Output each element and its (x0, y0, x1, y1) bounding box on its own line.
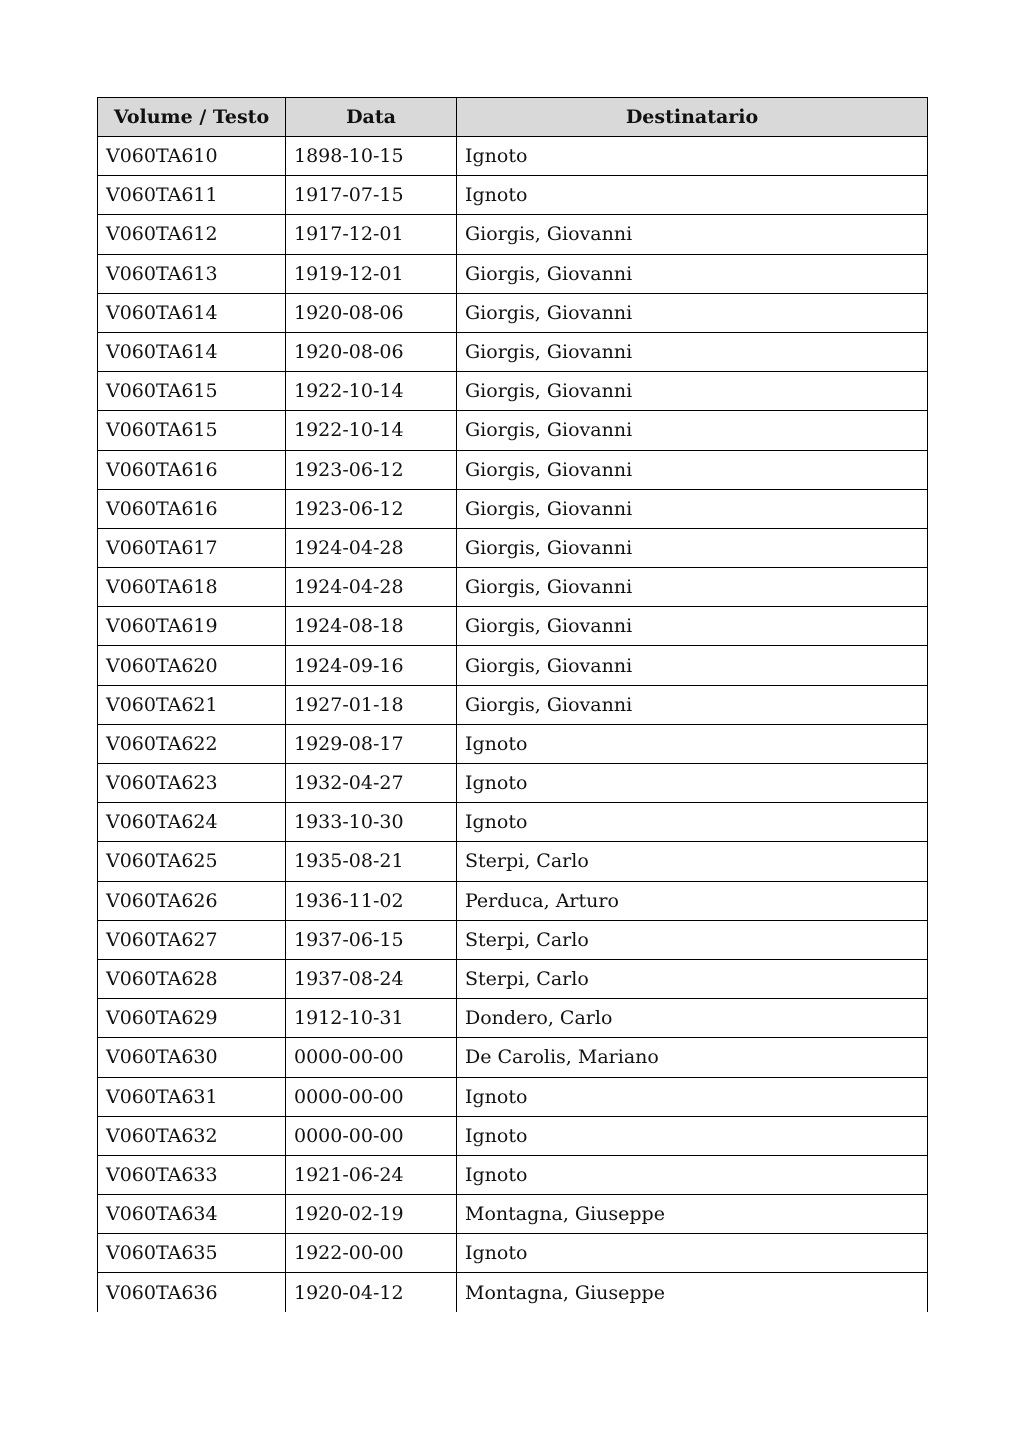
cell-data: 1935-08-21 (286, 842, 457, 881)
table-body (98, 137, 928, 1313)
cell-volume-testo: V060TA614 (98, 332, 286, 371)
table-row (98, 215, 928, 254)
cell-destinatario: Ignoto (457, 1234, 928, 1273)
cell-data: 1920-02-19 (286, 1195, 457, 1234)
cell-destinatario: Giorgis, Giovanni (457, 607, 928, 646)
cell-volume-testo: V060TA619 (98, 607, 286, 646)
table-row (98, 372, 928, 411)
cell-volume-testo: V060TA610 (98, 137, 286, 176)
cell-data: 1936-11-02 (286, 881, 457, 920)
cell-destinatario: Giorgis, Giovanni (457, 215, 928, 254)
cell-destinatario: Sterpi, Carlo (457, 842, 928, 881)
cell-volume-testo: V060TA636 (98, 1273, 286, 1312)
cell-data: 1922-10-14 (286, 372, 457, 411)
cell-data: 1919-12-01 (286, 254, 457, 293)
table-row (98, 764, 928, 803)
table-row (98, 1273, 928, 1312)
cell-data: 1920-08-06 (286, 332, 457, 371)
cell-data: 1921-06-24 (286, 1155, 457, 1194)
cell-destinatario: Ignoto (457, 1155, 928, 1194)
cell-data: 1929-08-17 (286, 724, 457, 763)
cell-destinatario: Giorgis, Giovanni (457, 489, 928, 528)
cell-destinatario: Giorgis, Giovanni (457, 646, 928, 685)
cell-volume-testo: V060TA622 (98, 724, 286, 763)
cell-volume-testo: V060TA625 (98, 842, 286, 881)
cell-destinatario: Ignoto (457, 764, 928, 803)
cell-data: 1912-10-31 (286, 999, 457, 1038)
cell-destinatario: Giorgis, Giovanni (457, 332, 928, 371)
cell-destinatario: Ignoto (457, 803, 928, 842)
cell-destinatario: Giorgis, Giovanni (457, 528, 928, 567)
cell-data: 0000-00-00 (286, 1116, 457, 1155)
table-row (98, 803, 928, 842)
table-row (98, 568, 928, 607)
cell-volume-testo: V060TA615 (98, 411, 286, 450)
cell-volume-testo: V060TA616 (98, 450, 286, 489)
cell-data: 1922-00-00 (286, 1234, 457, 1273)
table-row (98, 1195, 928, 1234)
table-row (98, 1116, 928, 1155)
cell-volume-testo: V060TA633 (98, 1155, 286, 1194)
table-row (98, 724, 928, 763)
cell-data: 1917-12-01 (286, 215, 457, 254)
cell-data: 1932-04-27 (286, 764, 457, 803)
cell-destinatario: Giorgis, Giovanni (457, 685, 928, 724)
cell-volume-testo: V060TA632 (98, 1116, 286, 1155)
table-row (98, 881, 928, 920)
cell-volume-testo: V060TA626 (98, 881, 286, 920)
column-header-destinatario: Destinatario (457, 98, 928, 137)
table-row (98, 411, 928, 450)
cell-destinatario: Ignoto (457, 1077, 928, 1116)
cell-volume-testo: V060TA627 (98, 920, 286, 959)
table-row (98, 1234, 928, 1273)
table-row (98, 959, 928, 998)
cell-destinatario: Ignoto (457, 137, 928, 176)
table-row (98, 1155, 928, 1194)
cell-data: 1933-10-30 (286, 803, 457, 842)
table-row (98, 920, 928, 959)
cell-volume-testo: V060TA613 (98, 254, 286, 293)
cell-destinatario: Giorgis, Giovanni (457, 254, 928, 293)
cell-destinatario: De Carolis, Mariano (457, 1038, 928, 1077)
cell-volume-testo: V060TA615 (98, 372, 286, 411)
cell-destinatario: Perduca, Arturo (457, 881, 928, 920)
cell-destinatario: Giorgis, Giovanni (457, 568, 928, 607)
cell-data: 1923-06-12 (286, 489, 457, 528)
table-row (98, 685, 928, 724)
table-header (98, 98, 928, 137)
table-row (98, 254, 928, 293)
cell-destinatario: Ignoto (457, 1116, 928, 1155)
table-row (98, 646, 928, 685)
cell-data: 0000-00-00 (286, 1038, 457, 1077)
cell-destinatario: Dondero, Carlo (457, 999, 928, 1038)
cell-destinatario: Ignoto (457, 724, 928, 763)
cell-data: 0000-00-00 (286, 1077, 457, 1116)
cell-destinatario: Montagna, Giuseppe (457, 1195, 928, 1234)
cell-destinatario: Giorgis, Giovanni (457, 293, 928, 332)
column-header-volume-testo: Volume / Testo (98, 98, 286, 137)
cell-destinatario: Sterpi, Carlo (457, 959, 928, 998)
table-row (98, 489, 928, 528)
table-row (98, 999, 928, 1038)
cell-data: 1898-10-15 (286, 137, 457, 176)
cell-volume-testo: V060TA617 (98, 528, 286, 567)
cell-data: 1924-04-28 (286, 568, 457, 607)
cell-volume-testo: V060TA631 (98, 1077, 286, 1116)
table-row (98, 293, 928, 332)
table-row (98, 450, 928, 489)
cell-data: 1924-04-28 (286, 528, 457, 567)
cell-data: 1923-06-12 (286, 450, 457, 489)
cell-destinatario: Montagna, Giuseppe (457, 1273, 928, 1312)
cell-volume-testo: V060TA621 (98, 685, 286, 724)
cell-volume-testo: V060TA611 (98, 176, 286, 215)
cell-data: 1920-04-12 (286, 1273, 457, 1312)
cell-volume-testo: V060TA635 (98, 1234, 286, 1273)
cell-data: 1922-10-14 (286, 411, 457, 450)
cell-data: 1917-07-15 (286, 176, 457, 215)
cell-data: 1924-08-18 (286, 607, 457, 646)
cell-volume-testo: V060TA612 (98, 215, 286, 254)
column-header-data: Data (286, 98, 457, 137)
table-row (98, 1038, 928, 1077)
table-row (98, 842, 928, 881)
cell-volume-testo: V060TA634 (98, 1195, 286, 1234)
cell-destinatario: Giorgis, Giovanni (457, 450, 928, 489)
table-row (98, 528, 928, 567)
table-row (98, 176, 928, 215)
cell-destinatario: Ignoto (457, 176, 928, 215)
cell-volume-testo: V060TA616 (98, 489, 286, 528)
cell-volume-testo: V060TA618 (98, 568, 286, 607)
cell-data: 1937-08-24 (286, 959, 457, 998)
cell-volume-testo: V060TA620 (98, 646, 286, 685)
cell-volume-testo: V060TA629 (98, 999, 286, 1038)
table-header-row (98, 98, 928, 137)
cell-volume-testo: V060TA630 (98, 1038, 286, 1077)
cell-volume-testo: V060TA628 (98, 959, 286, 998)
cell-destinatario: Giorgis, Giovanni (457, 411, 928, 450)
cell-volume-testo: V060TA623 (98, 764, 286, 803)
cell-data: 1924-09-16 (286, 646, 457, 685)
cell-volume-testo: V060TA614 (98, 293, 286, 332)
table-row (98, 332, 928, 371)
cell-volume-testo: V060TA624 (98, 803, 286, 842)
cell-data: 1937-06-15 (286, 920, 457, 959)
cell-data: 1927-01-18 (286, 685, 457, 724)
table-row (98, 1077, 928, 1116)
cell-destinatario: Giorgis, Giovanni (457, 372, 928, 411)
cell-data: 1920-08-06 (286, 293, 457, 332)
table-row (98, 607, 928, 646)
cell-destinatario: Sterpi, Carlo (457, 920, 928, 959)
table-row (98, 137, 928, 176)
letters-table (97, 97, 928, 1312)
